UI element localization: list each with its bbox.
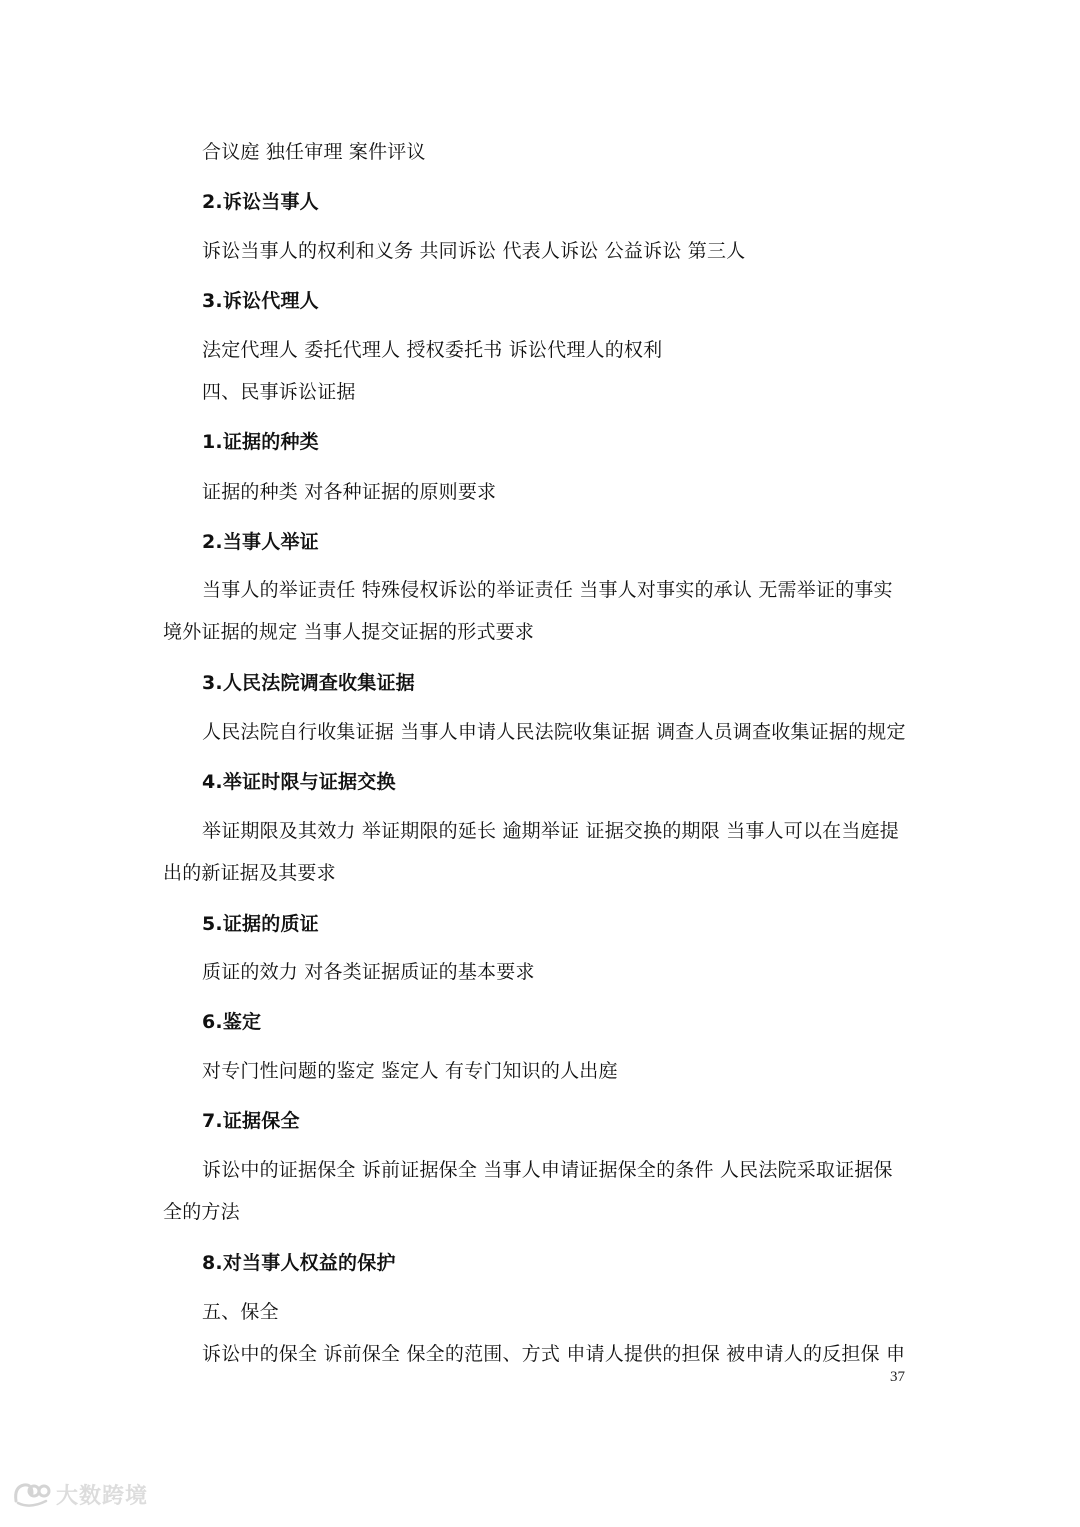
text-line: 举证期限及其效力 举证期限的延长 逾期举证 证据交换的期限 当事人可以在当庭提 bbox=[202, 820, 899, 842]
watermark-text: 大数跨境 bbox=[56, 1483, 149, 1509]
watermark bbox=[12, 1474, 148, 1514]
text-line: 诉讼中的证据保全 诉前证据保全 当事人申请证据保全的条件 人民法院采取证据保 bbox=[202, 1159, 893, 1181]
text-line: 质证的效力 对各类证据质证的基本要求 bbox=[202, 961, 535, 983]
page-number: 37 bbox=[890, 1369, 905, 1385]
section-heading: 3.人民法院调查收集证据 bbox=[202, 672, 415, 694]
text-line: 诉讼中的保全 诉前保全 保全的范围、方式 申请人提供的担保 被申请人的反担保 申 bbox=[202, 1343, 906, 1365]
text-line: 对专门性问题的鉴定 鉴定人 有专门知识的人出庭 bbox=[202, 1060, 618, 1082]
text-line: 诉讼当事人的权利和义务 共同诉讼 代表人诉讼 公益诉讼 第三人 bbox=[202, 240, 746, 262]
section-heading: 3.诉讼代理人 bbox=[202, 290, 319, 312]
text-line-continued: 出的新证据及其要求 bbox=[163, 862, 336, 884]
section-heading: 2.诉讼当事人 bbox=[202, 191, 319, 213]
section-heading: 4.举证时限与证据交换 bbox=[202, 771, 396, 793]
section-heading: 7.证据保全 bbox=[202, 1110, 300, 1132]
text-line-continued: 全的方法 bbox=[163, 1201, 240, 1223]
text-line: 证据的种类 对各种证据的原则要求 bbox=[202, 481, 497, 503]
section-heading: 5.证据的质证 bbox=[202, 913, 319, 935]
section-heading: 8.对当事人权益的保护 bbox=[202, 1252, 396, 1274]
section-heading: 2.当事人举证 bbox=[202, 531, 319, 553]
text-line: 当事人的举证责任 特殊侵权诉讼的举证责任 当事人对事实的承认 无需举证的事实 bbox=[202, 579, 893, 601]
section-heading: 6.鉴定 bbox=[202, 1011, 262, 1033]
text-line: 人民法院自行收集证据 当事人申请人民法院收集证据 调查人员调查收集证据的规定 bbox=[202, 721, 906, 743]
chapter-heading: 五、保全 bbox=[202, 1301, 279, 1323]
text-line-continued: 境外证据的规定 当事人提交证据的形式要求 bbox=[163, 621, 535, 643]
text-line: 合议庭 独任审理 案件评议 bbox=[202, 141, 426, 163]
chapter-heading: 四、民事诉讼证据 bbox=[202, 381, 356, 403]
text-line: 法定代理人 委托代理人 授权委托书 诉讼代理人的权利 bbox=[202, 339, 663, 361]
brand-logo-icon bbox=[12, 1479, 52, 1509]
section-heading: 1.证据的种类 bbox=[202, 431, 319, 453]
